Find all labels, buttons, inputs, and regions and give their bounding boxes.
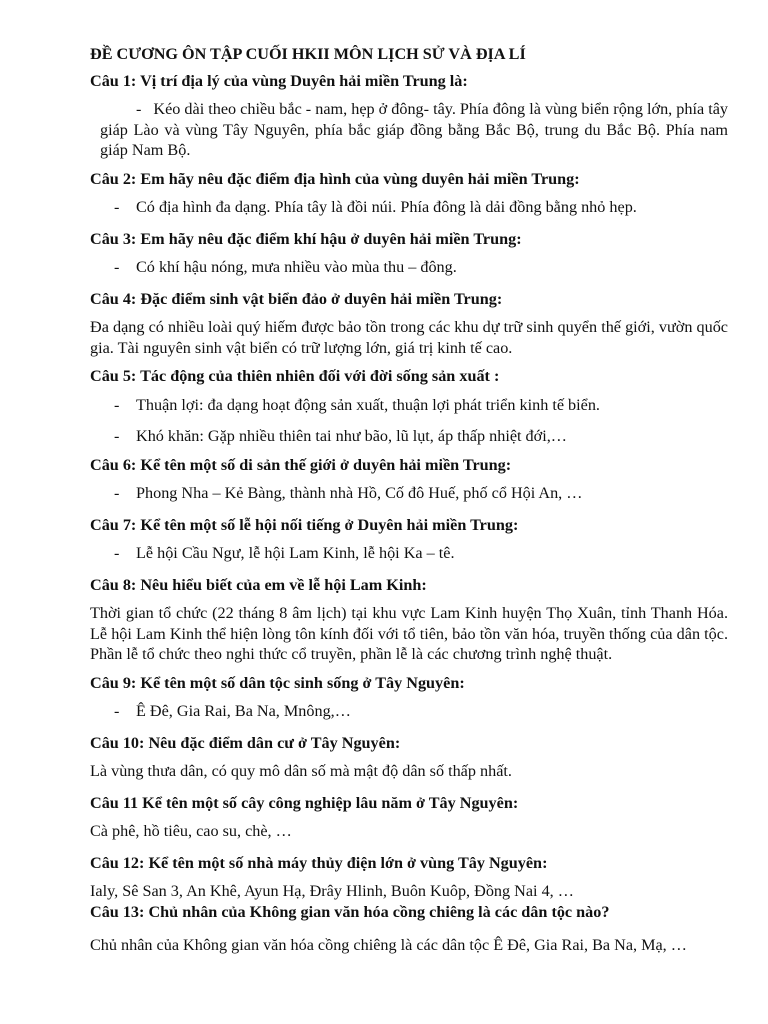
answer-9-text: Ê Đê, Gia Rai, Ba Na, Mnông,… [136, 702, 351, 720]
question-13: Câu 13: Chủ nhân của Không gian văn hóa cồng chiêng là các dân tộc nào? [90, 902, 610, 921]
bullet-dash: - [114, 427, 120, 445]
bullet-dash: - [114, 395, 120, 414]
answer-2-bullet [90, 197, 728, 218]
document-page [90, 44, 728, 968]
question-4: Câu 4: Đặc điểm sinh vật biển đảo ở duyên hải miền Trung: [90, 289, 503, 308]
answer-5-text-2: Khó khăn: Gặp nhiều thiên tai như bão, lũ lụt, áp thấp nhiệt đới,… [136, 427, 567, 445]
question-12: Câu 12: Kể tên một số nhà máy thủy điện lớn ở vùng Tây Nguyên: [90, 853, 548, 872]
answer-3-text: Có khí hậu nóng, mưa nhiều vào mùa thu – đông. [136, 258, 457, 276]
question-10: Câu 10: Nêu đặc điểm dân cư ở Tây Nguyên: [90, 733, 401, 752]
answer-5-bullet-1 [90, 395, 728, 416]
bullet-dash: - [114, 198, 120, 216]
question-8: Câu 8: Nêu hiểu biết của em về lễ hội Lam Kinh: [90, 575, 427, 594]
answer-7-text: Lễ hội Cầu Ngư, lễ hội Lam Kinh, lễ hội Ka – tê. [136, 544, 455, 562]
answer-1-bullet [90, 99, 728, 161]
question-6: Câu 6: Kể tên một số di sản thế giới ở duyên hải miền Trung: [90, 455, 512, 474]
bullet-dash: - [114, 702, 120, 720]
answer-5-text-1: Thuận lợi: đa dạng hoạt động sản xuất, thuận lợi phát triển kinh tế biển. [136, 395, 600, 414]
answer-13-text: Chủ nhân của Không gian văn hóa cồng chiêng là các dân tộc Ê Đê, Gia Rai, Ba Na, Mạ, … [90, 936, 687, 954]
question-11: Câu 11 Kể tên một số cây công nghiệp lâu năm ở Tây Nguyên: [90, 793, 519, 812]
answer-10-text: Là vùng thưa dân, có quy mô dân số mà mật độ dân số thấp nhất. [90, 762, 512, 780]
answer-11-text: Cà phê, hồ tiêu, cao su, chè, … [90, 822, 292, 840]
answer-6-bullet [90, 483, 728, 504]
answer-9-bullet [90, 701, 728, 722]
document-title: ĐỀ CƯƠNG ÔN TẬP CUỐI HKII MÔN LỊCH SỬ VÀ ĐỊA LÍ [90, 45, 526, 63]
answer-1-text: Kéo dài theo chiều bắc - nam, hẹp ở đông- tây. Phía đông là vùng biển rộng lớn, phía tây giáp Lào và vùng Tây Nguyên, phía bắc giáp đồng bằng Bắc Bộ, trung du Bắc Bộ. Phía nam giáp Nam Bộ. [100, 100, 728, 159]
bullet-dash: - [114, 484, 120, 502]
question-3: Câu 3: Em hãy nêu đặc điểm khí hậu ở duyên hải miền Trung: [90, 229, 522, 248]
answer-2-text: Có địa hình đa dạng. Phía tây là đồi núi. Phía đông là dải đồng bằng nhỏ hẹp. [136, 198, 637, 216]
question-1: Câu 1: Vị trí địa lý của vùng Duyên hải miền Trung là: [90, 71, 468, 90]
answer-4-text: Đa dạng có nhiều loài quý hiếm được bảo tồn trong các khu dự trữ sinh quyển thế giới, vườn quốc gia. Tài nguyên sinh vật biển có trữ lượng lớn, giá trị kinh tế cao. [90, 318, 728, 357]
bullet-dash: - [136, 100, 142, 118]
answer-6-text: Phong Nha – Kẻ Bàng, thành nhà Hồ, Cố đô Huế, phố cổ Hội An, … [136, 484, 583, 502]
answer-5-bullet-2 [90, 426, 728, 447]
answer-3-bullet [90, 257, 728, 278]
answer-8-text: Thời gian tổ chức (22 tháng 8 âm lịch) tại khu vực Lam Kinh huyện Thọ Xuân, tỉnh Thanh Hóa. Lễ hội Lam Kinh thể hiện lòng tôn kính đối với tổ tiên, bảo tồn văn hóa, truyền thống của dân tộc. Phần lễ tổ chức theo nghi thức cổ truyền, phần lễ là các chương trình nghệ thuật. [90, 604, 728, 663]
question-7: Câu 7: Kể tên một số lễ hội nối tiếng ở Duyên hải miền Trung: [90, 515, 519, 534]
answer-7-bullet [90, 543, 728, 564]
question-9: Câu 9: Kể tên một số dân tộc sinh sống ở Tây Nguyên: [90, 673, 465, 692]
answer-12-text: Ialy, Sê San 3, An Khê, Ayun Hạ, Đrây Hlinh, Buôn Kuôp, Đồng Nai 4, … [90, 882, 574, 900]
question-5: Câu 5: Tác động của thiên nhiên đối với đời sống sản xuất : [90, 367, 500, 385]
question-2: Câu 2: Em hãy nêu đặc điểm địa hình của vùng duyên hải miền Trung: [90, 169, 580, 188]
bullet-dash: - [114, 258, 120, 276]
bullet-dash: - [114, 544, 120, 562]
